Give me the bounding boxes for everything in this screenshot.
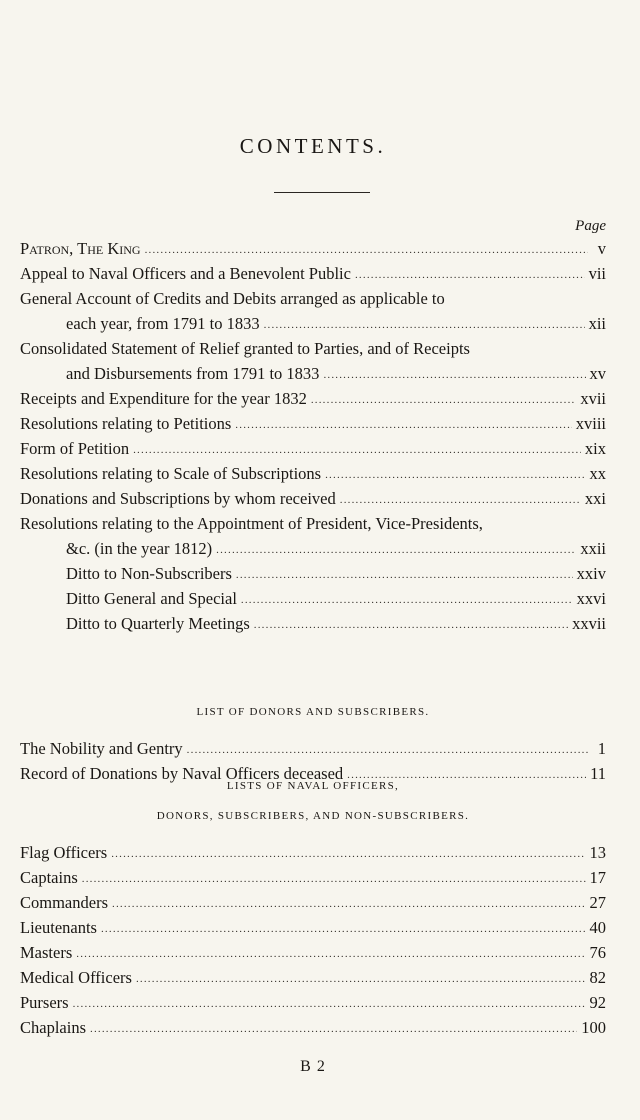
- entry-label-first-line: General Account of Credits and Debits arranged as applicable to: [20, 289, 445, 308]
- entry-page: v: [597, 239, 606, 258]
- entry-label: Commanders: [20, 893, 108, 912]
- leader-dots: [145, 238, 588, 263]
- leader-dots: [133, 438, 581, 463]
- entry-page: xvii: [580, 389, 606, 408]
- leader-dots: [73, 992, 586, 1017]
- leader-dots: [355, 263, 585, 288]
- contents-entry: [20, 890, 606, 915]
- contents-entry: [20, 261, 606, 286]
- contents-entry: [20, 236, 606, 261]
- entry-label: Ditto to Non-Subscribers: [66, 564, 232, 583]
- leader-dots: [235, 413, 571, 438]
- contents-entry: [20, 865, 606, 890]
- entry-page: xxii: [580, 539, 606, 558]
- entry-page: vii: [588, 264, 606, 283]
- entry-label: Chaplains: [20, 1018, 86, 1037]
- leader-dots: [254, 613, 568, 638]
- contents-entry: [20, 386, 606, 411]
- entry-page: 76: [589, 943, 606, 962]
- contents-entry: [20, 586, 606, 611]
- leader-dots: [236, 563, 573, 588]
- entry-label: Receipts and Expenditure for the year 1832: [20, 389, 307, 408]
- leader-dots: [340, 488, 581, 513]
- section-heading-donors: LIST OF DONORS AND SUBSCRIBERS.: [196, 706, 430, 718]
- contents-entry: [20, 461, 606, 486]
- contents-list-main: [20, 236, 606, 636]
- entry-label: Ditto to Quarterly Meetings: [66, 614, 250, 633]
- entry-label: Masters: [20, 943, 73, 962]
- leader-dots: [264, 313, 585, 338]
- leader-dots: [216, 538, 576, 563]
- contents-entry: [20, 990, 606, 1015]
- entry-page: 100: [581, 1018, 606, 1037]
- entry-label: Donations and Subscriptions by whom received: [20, 489, 336, 508]
- contents-entry: [20, 940, 606, 965]
- contents-entry: [20, 915, 606, 940]
- entry-label: Flag Officers: [20, 843, 108, 862]
- entry-label-first-line: Resolutions relating to the Appointment of President, Vice-Presidents,: [20, 514, 483, 533]
- contents-entry: [20, 311, 606, 336]
- entry-page: xx: [589, 464, 606, 483]
- contents-page: [20, 0, 606, 1120]
- contents-entry: [20, 436, 606, 461]
- entry-label: Resolutions relating to Petitions: [20, 414, 232, 433]
- entry-label: Record of Donations by Naval Officers deceased: [20, 764, 344, 783]
- entry-page: xxiv: [576, 564, 606, 583]
- leader-dots: [311, 388, 577, 413]
- contents-entry: [20, 561, 606, 586]
- entry-page: 92: [589, 993, 606, 1012]
- entry-label: and Disbursements from 1791 to 1833: [66, 364, 320, 383]
- entry-page: xv: [589, 364, 606, 383]
- entry-label: Resolutions relating to Scale of Subscriptions: [20, 464, 322, 483]
- leader-dots: [323, 363, 585, 388]
- entry-page: xii: [588, 314, 606, 333]
- leader-dots: [187, 738, 588, 763]
- entry-label: The Nobility and Gentry: [20, 739, 183, 758]
- entry-label: Pursers: [20, 993, 69, 1012]
- page-title: CONTENTS.: [239, 134, 387, 158]
- entry-label: &c. (in the year 1812): [66, 539, 213, 558]
- entry-label: Appeal to Naval Officers and a Benevolent Public: [20, 264, 351, 283]
- entry-page: xxi: [584, 489, 606, 508]
- title-divider: [274, 192, 370, 193]
- entry-label: Captains: [20, 868, 78, 887]
- contents-entry: [20, 736, 606, 761]
- entry-label: Form of Petition: [20, 439, 130, 458]
- entry-label: Patron, The King: [20, 239, 141, 258]
- entry-page: xxvii: [572, 614, 606, 633]
- entry-label: Medical Officers: [20, 968, 132, 987]
- contents-entry: [20, 840, 606, 865]
- entry-label-first-line: Consolidated Statement of Relief granted to Parties, and of Receipts: [20, 339, 470, 358]
- leader-dots: [82, 867, 586, 892]
- entry-label: Lieutenants: [20, 918, 97, 937]
- entry-page: xviii: [575, 414, 606, 433]
- entry-page: xxvi: [576, 589, 606, 608]
- leader-dots: [101, 917, 586, 942]
- entry-page: 1: [597, 739, 606, 758]
- contents-entry: [20, 611, 606, 636]
- leader-dots: [241, 588, 573, 613]
- entry-page: 13: [589, 843, 606, 862]
- entry-page: 17: [589, 868, 606, 887]
- entry-label: each year, from 1791 to 1833: [66, 314, 260, 333]
- leader-dots: [111, 842, 585, 867]
- contents-entry: [20, 536, 606, 561]
- contents-list-donors: [20, 736, 606, 786]
- contents-entry: [20, 411, 606, 436]
- contents-entry: [20, 361, 606, 386]
- contents-entry: [20, 1015, 606, 1040]
- section-heading-officers-line1: LISTS OF NAVAL OFFICERS,: [226, 780, 400, 792]
- contents-list-officers: [20, 840, 606, 1040]
- entry-page: 27: [589, 893, 606, 912]
- entry-label: Ditto General and Special: [66, 589, 237, 608]
- entry-page: 11: [590, 764, 606, 783]
- entry-page: 82: [589, 968, 606, 987]
- contents-entry: [20, 486, 606, 511]
- page-column-label: Page: [575, 218, 606, 234]
- leader-dots: [76, 942, 585, 967]
- signature-mark: B 2: [300, 1058, 326, 1075]
- contents-entry: [20, 965, 606, 990]
- section-heading-officers-line2: DONORS, SUBSCRIBERS, AND NON-SUBSCRIBERS.: [156, 810, 470, 822]
- leader-dots: [136, 967, 586, 992]
- leader-dots: [112, 892, 586, 917]
- entry-page: xix: [584, 439, 606, 458]
- leader-dots: [90, 1017, 577, 1042]
- leader-dots: [325, 463, 585, 488]
- entry-page: 40: [589, 918, 606, 937]
